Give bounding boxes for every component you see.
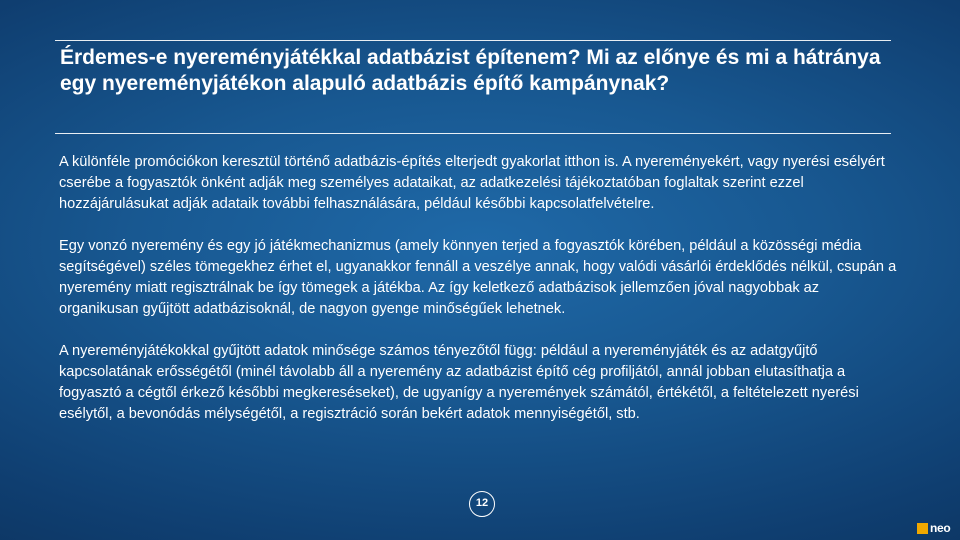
slide-title: Érdemes-e nyereményjátékkal adatbázist építenem? Mi az előnye és mi a hátránya egy nyereményjátékon alapuló adatbázis építő kampánynak? bbox=[60, 46, 881, 95]
title-top-rule bbox=[55, 40, 891, 41]
body-paragraph-1: A különféle promóciókon keresztül történő adatbázis-építés elterjedt gyakorlat itthon is. A nyereményekért, vagy nyerési esélyért cserébe a fogyasztók önként adják meg személyes adataikat, az adatkezelési tájékoztatóban foglaltak szerint ezzel hozzájárulásukat adják adataik további felhasználására, például későbbi kapcsolatfelvételre. bbox=[59, 154, 885, 212]
neo-logo bbox=[917, 521, 950, 536]
logo-square-icon bbox=[917, 523, 928, 534]
page-number-badge: 12 bbox=[469, 491, 495, 517]
body-paragraph-3: A nyereményjátékokkal gyűjtött adatok minősége számos tényezőtől függ: például a nyereményjáték és az adatgyűjtő kapcsolatának erősségétől (minél távolabb áll a nyeremény az adatbázist építő cég profiljától, annál jobban elutasíthatja a fogyasztó a cégtől érkező későbbi megkereséseket), de ugyanígy a nyeremények számától, értékétől, a feltételezett nyerési esélytől, a bevonódás mélységétől, a regisztráció során bekért adatok mennyiségétől, stb. bbox=[59, 343, 859, 422]
body-paragraph-2: Egy vonzó nyeremény és egy jó játékmechanizmus (amely könnyen terjed a fogyasztók körében, például a közösségi média segítségével) széles tömegekhez érhet el, ugyanakkor fennáll a veszélye annak, hogy valódi vásárlói érdeklődés nélkül, csupán a nyeremény miatt regisztrálnak be így tömegek a játékba. Az így keletkező adatbázisok jellemzően jóval nagyobbak az organikusan gyűjtött adatbázisoknál, de nagyon gyenge minőségűek lehetnek. bbox=[59, 238, 897, 317]
logo-text: neo bbox=[930, 521, 951, 535]
slide-body bbox=[59, 152, 901, 446]
title-bottom-rule bbox=[55, 133, 891, 134]
